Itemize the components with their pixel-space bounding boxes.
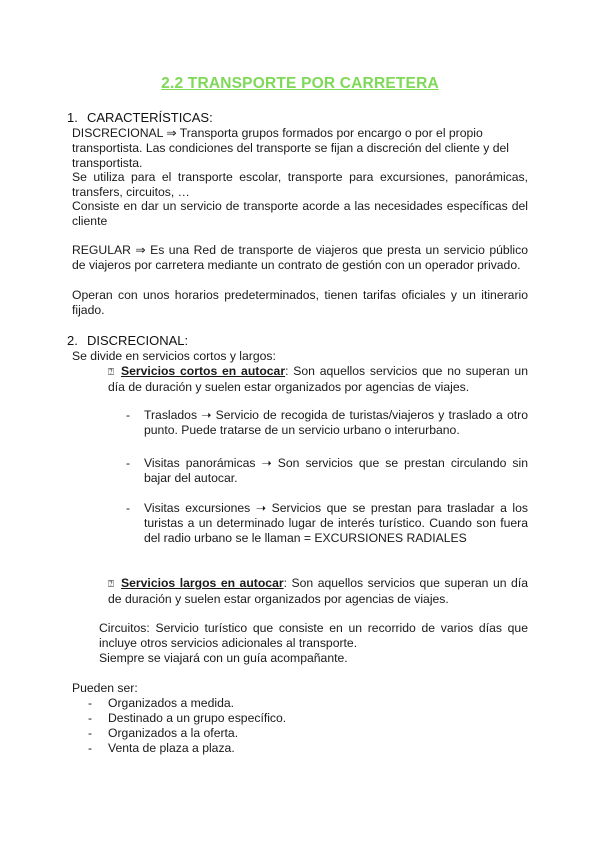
servicios-cortos-label: Servicios cortos en autocar — [121, 364, 286, 378]
discrecional-purpose: Consiste en dar un servicio de transporte acorde a las necesidades específicas del cliente — [72, 199, 528, 228]
dash-bullet: - — [126, 501, 131, 515]
tipo-label: Venta de plaza a plaza. — [108, 741, 235, 755]
regular-operation: Operan con unos horarios predeterminados, tienen tarifas oficiales y un itinerario fijado. — [72, 288, 528, 317]
item-visitas-excursiones: Visitas excursiones ➝ Servicios que se prestan para trasladar a los turistas a un determinado lugar de interés turístico. Cuando son fuera del radio urbano se le llaman = EXCURSIONES RADIALES — [144, 501, 528, 545]
section-intro: Se divide en servicios cortos y largos: — [72, 349, 276, 363]
regular-definition: REGULAR ⇒ Es una Red de transporte de viajeros que presta un servicio público de viajeros por carretera mediante un contrato de gestión con un operador privado. — [72, 243, 528, 272]
tipo-label: Organizados a la oferta. — [108, 726, 239, 740]
section-heading-caracteristicas — [67, 110, 213, 125]
dash-bullet: - — [88, 696, 93, 710]
circuitos-definition: Circuitos: Servicio turístico que consiste en un recorrido de varios días que incluye otros servicios adicionales al transporte. — [99, 621, 528, 650]
list-item — [88, 741, 488, 756]
discrecional-uses: Se utiliza para el transporte escolar, transporte para excursiones, panorámicas, transfers, circuitos, … — [72, 170, 528, 199]
tipo-label: Organizados a medida. — [108, 696, 235, 710]
servicios-cortos — [108, 364, 528, 395]
dash-bullet: - — [126, 408, 131, 422]
servicios-largos-text: : Son aquellos servicios que superan un día de duración y suelen estar organizados por agencias de viajes. — [108, 576, 528, 606]
pueden-ser-label: Pueden ser: — [72, 681, 138, 695]
section-number: 2. — [67, 333, 78, 348]
checkbox-icon: ⍰ — [108, 579, 114, 590]
discrecional-definition: DISCRECIONAL ⇒ Transporta grupos formados por encargo o por el propio transportista. Las condiciones del transporte se fijan a discreción del cliente y del transportista. — [72, 126, 509, 170]
dash-bullet: - — [88, 711, 93, 725]
checkbox-icon: ⍰ — [108, 367, 114, 378]
dash-bullet: - — [88, 726, 93, 740]
servicios-cortos-text: : Son aquellos servicios que no superan un día de duración y suelen estar organizados por agencias de viajes. — [108, 364, 528, 394]
section-heading-discrecional — [67, 333, 188, 348]
list-item — [88, 696, 488, 711]
servicios-largos — [108, 576, 528, 607]
section-title: DISCRECIONAL: — [87, 333, 189, 348]
dash-bullet: - — [126, 456, 131, 470]
page-title: 2.2 TRANSPORTE POR CARRETERA — [161, 75, 439, 92]
list-item — [88, 711, 488, 726]
item-visitas-panoramicas: Visitas panorámicas ➝ Son servicios que se prestan circulando sin bajar del autocar. — [144, 456, 528, 485]
tipos-list — [88, 696, 488, 756]
tipo-label: Destinado a un grupo específico. — [108, 711, 287, 725]
dash-bullet: - — [88, 741, 93, 755]
item-traslados: Traslados ➝ Servicio de recogida de turistas/viajeros y traslado a otro punto. Puede tratarse de un servicio urbano o interurbano. — [144, 408, 528, 437]
section-number: 1. — [67, 110, 78, 125]
section-title: CARACTERÍSTICAS: — [87, 110, 213, 125]
list-item — [88, 726, 488, 741]
servicios-largos-label: Servicios largos en autocar — [121, 576, 284, 590]
circuitos-guia: Siempre se viajará con un guía acompañante. — [99, 651, 348, 665]
